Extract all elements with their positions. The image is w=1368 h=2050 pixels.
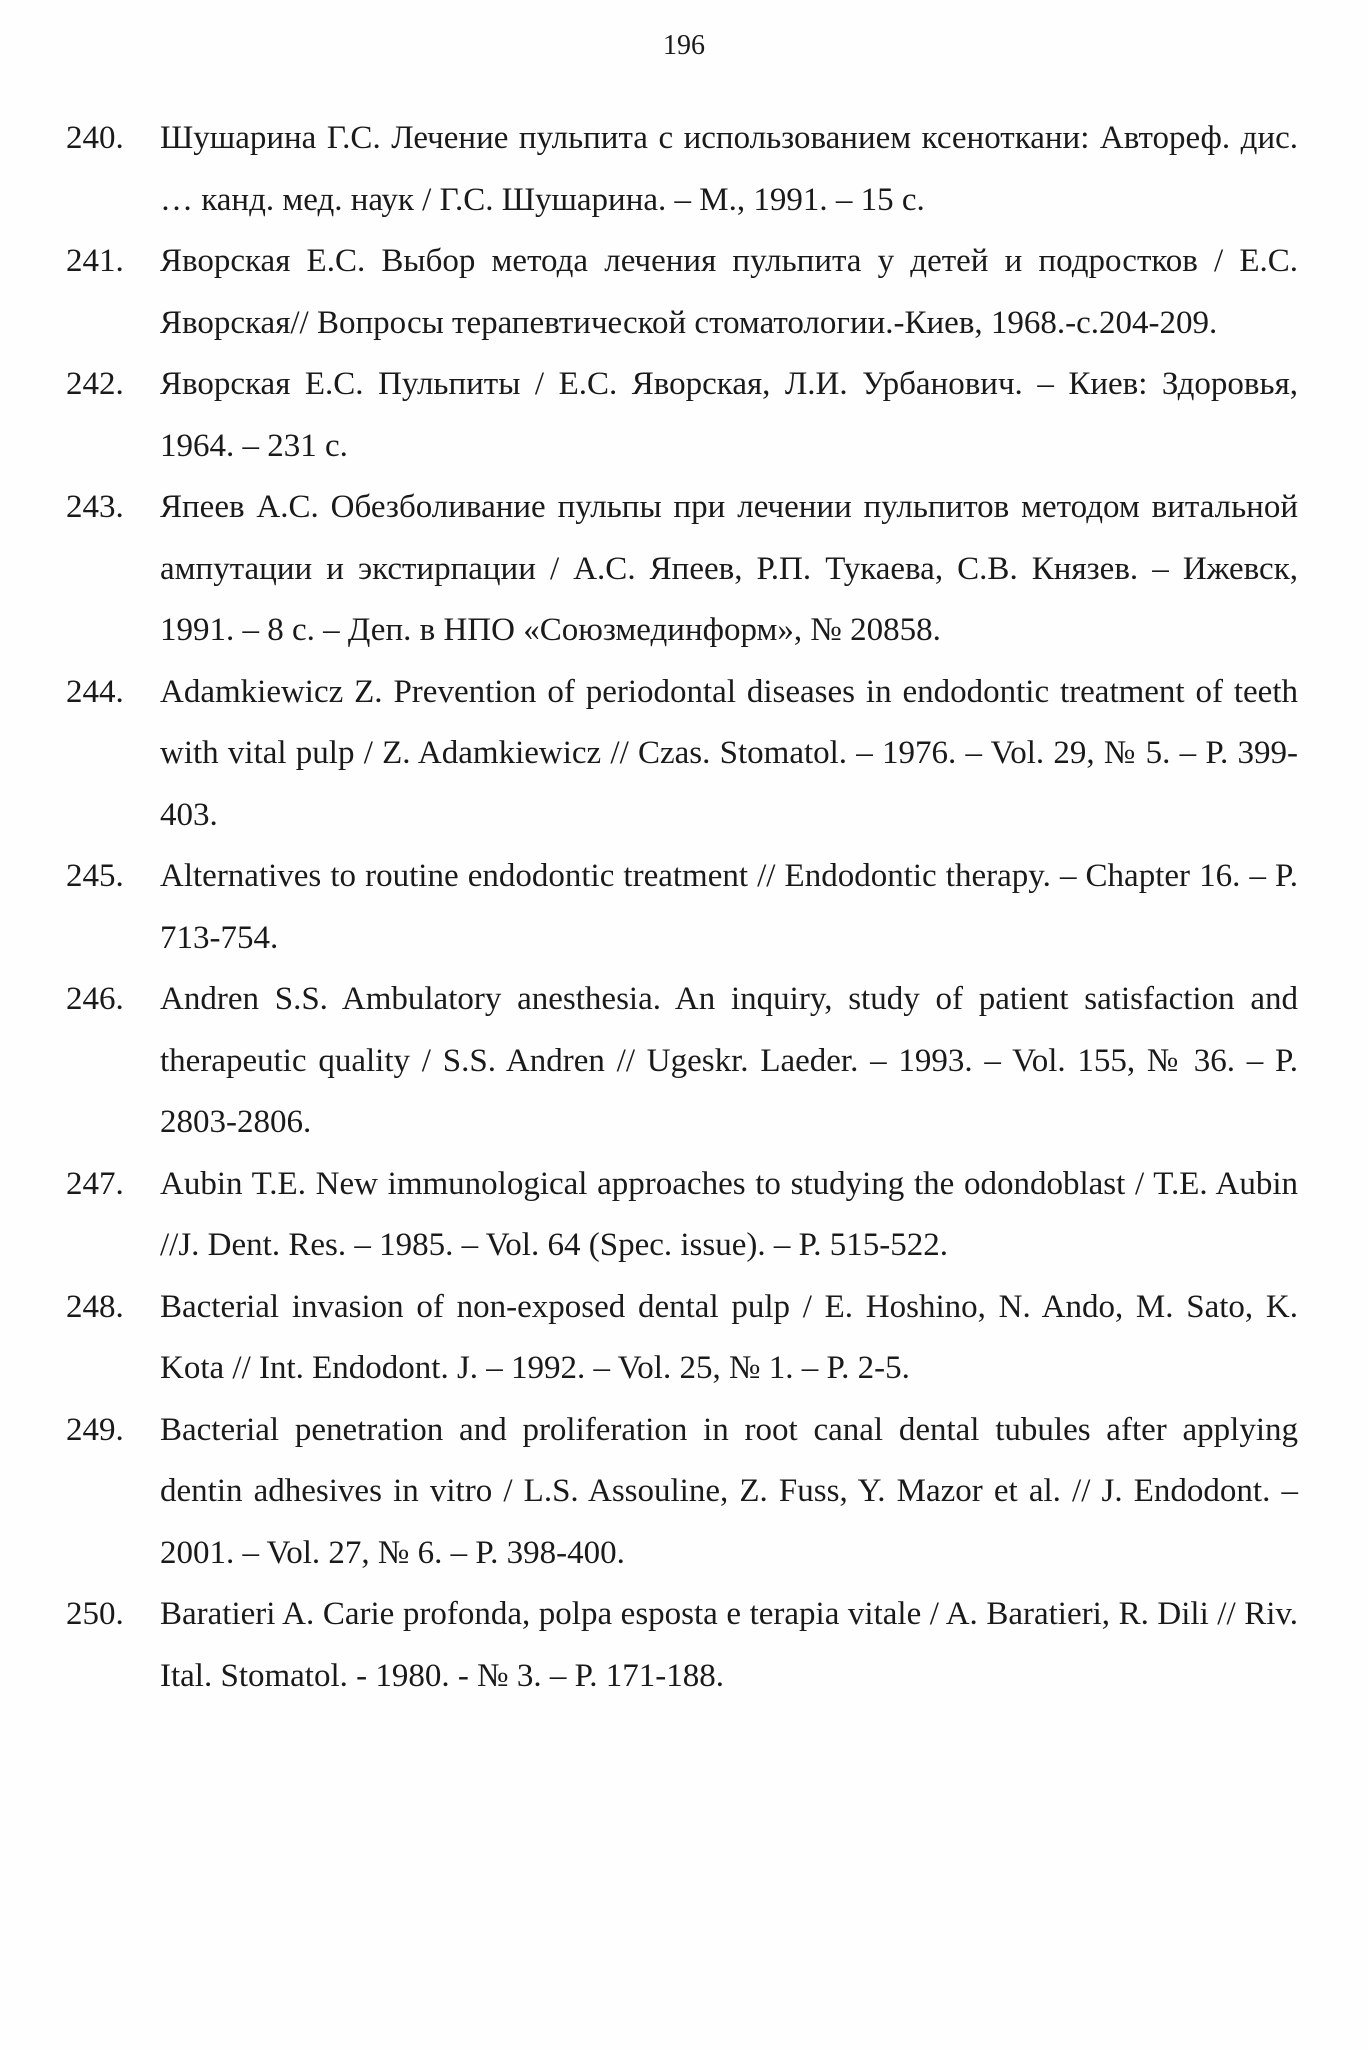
reference-number: 248. [66,1288,124,1325]
reference-item-247 [66,1154,1298,1277]
reference-number: 250. [66,1596,124,1632]
reference-item-245 [66,846,1298,969]
reference-item-246 [66,969,1298,1154]
reference-text: Adamkiewicz Z. Prevention of periodontal diseases in endodontic treatment of teeth with vital pulp / Z. Adamkiewicz // Czas. Stomatol. – 1976. – Vol. 29, № 5. – P. 399-403. [160,673,1298,833]
reference-text: Alternatives to routine endodontic treatment // Endodontic therapy. – Chapter 16. – P. 713-754. [160,858,1298,956]
reference-text: Яворская Е.С. Выбор метода лечения пульпита у детей и подростков / Е.С. Яворская// Вопросы терапевтической стоматологии.-Киев, 1968.-с.204-209. [160,243,1298,341]
reference-item-244 [66,662,1298,847]
reference-item-240 [66,108,1298,231]
reference-number: 241. [66,243,124,279]
reference-item-242 [66,354,1298,477]
reference-item-249 [66,1400,1298,1585]
reference-text: Baratieri A. Carie profonda, polpa esposta e terapia vitale / A. Baratieri, R. Dili // Riv. Ital. Stomatol. - 1980. - № 3. – P. 171-188. [160,1596,1298,1694]
page-number: 196 [663,30,705,61]
reference-number: 242. [66,366,124,402]
reference-number: 240. [66,120,124,156]
reference-text: Bacterial invasion of non-exposed dental pulp / E. Hoshino, N. Ando, M. Sato, K. Kota // Int. Endodont. J. – 1992. – Vol. 25, № 1. – P. 2-5. [160,1288,1298,1386]
reference-text: Япеев А.С. Обезболивание пульпы при лечении пульпитов методом витальной ампутации и экстирпации / А.С. Япеев, Р.П. Тукаева, С.В. Князев. – Ижевск, 1991. – 8 с. – Деп. в НПО «Союзмединформ», № 20858. [160,489,1298,648]
reference-text: Aubin T.E. New immunological approaches to studying the odondoblast / T.E. Aubin //J. Dent. Res. – 1985. – Vol. 64 (Spec. issue). – P. 515-522. [160,1165,1298,1263]
reference-item-241 [66,231,1298,354]
reference-text: Яворская Е.С. Пульпиты / Е.С. Яворская, Л.И. Урбанович. – Киев: Здоровья, 1964. – 231 с. [160,366,1298,464]
reference-item-250 [66,1584,1298,1707]
reference-item-243 [66,477,1298,662]
reference-number: 243. [66,489,124,525]
reference-text: Bacterial penetration and proliferation in root canal dental tubules after applying dentin adhesives in vitro / L.S. Assouline, Z. Fuss, Y. Mazor et al. // J. Endodont. – 2001. – Vol. 27, № 6. – P. 398-400. [160,1411,1298,1571]
reference-list [66,108,1298,1707]
reference-number: 245. [66,858,124,894]
reference-number: 249. [66,1411,124,1448]
reference-text: Шушарина Г.С. Лечение пульпита с использованием ксеноткани: Автореф. дис. … канд. мед. наук / Г.С. Шушарина. – М., 1991. – 15 с. [160,120,1298,218]
reference-text: Andren S.S. Ambulatory anesthesia. An inquiry, study of patient satisfaction and therapeutic quality / S.S. Andren // Ugeskr. Laeder. – 1993. – Vol. 155, № 36. – P. 2803-2806. [160,981,1298,1140]
reference-number: 246. [66,981,124,1017]
reference-item-248 [66,1277,1298,1400]
reference-number: 244. [66,673,124,710]
reference-number: 247. [66,1165,124,1202]
